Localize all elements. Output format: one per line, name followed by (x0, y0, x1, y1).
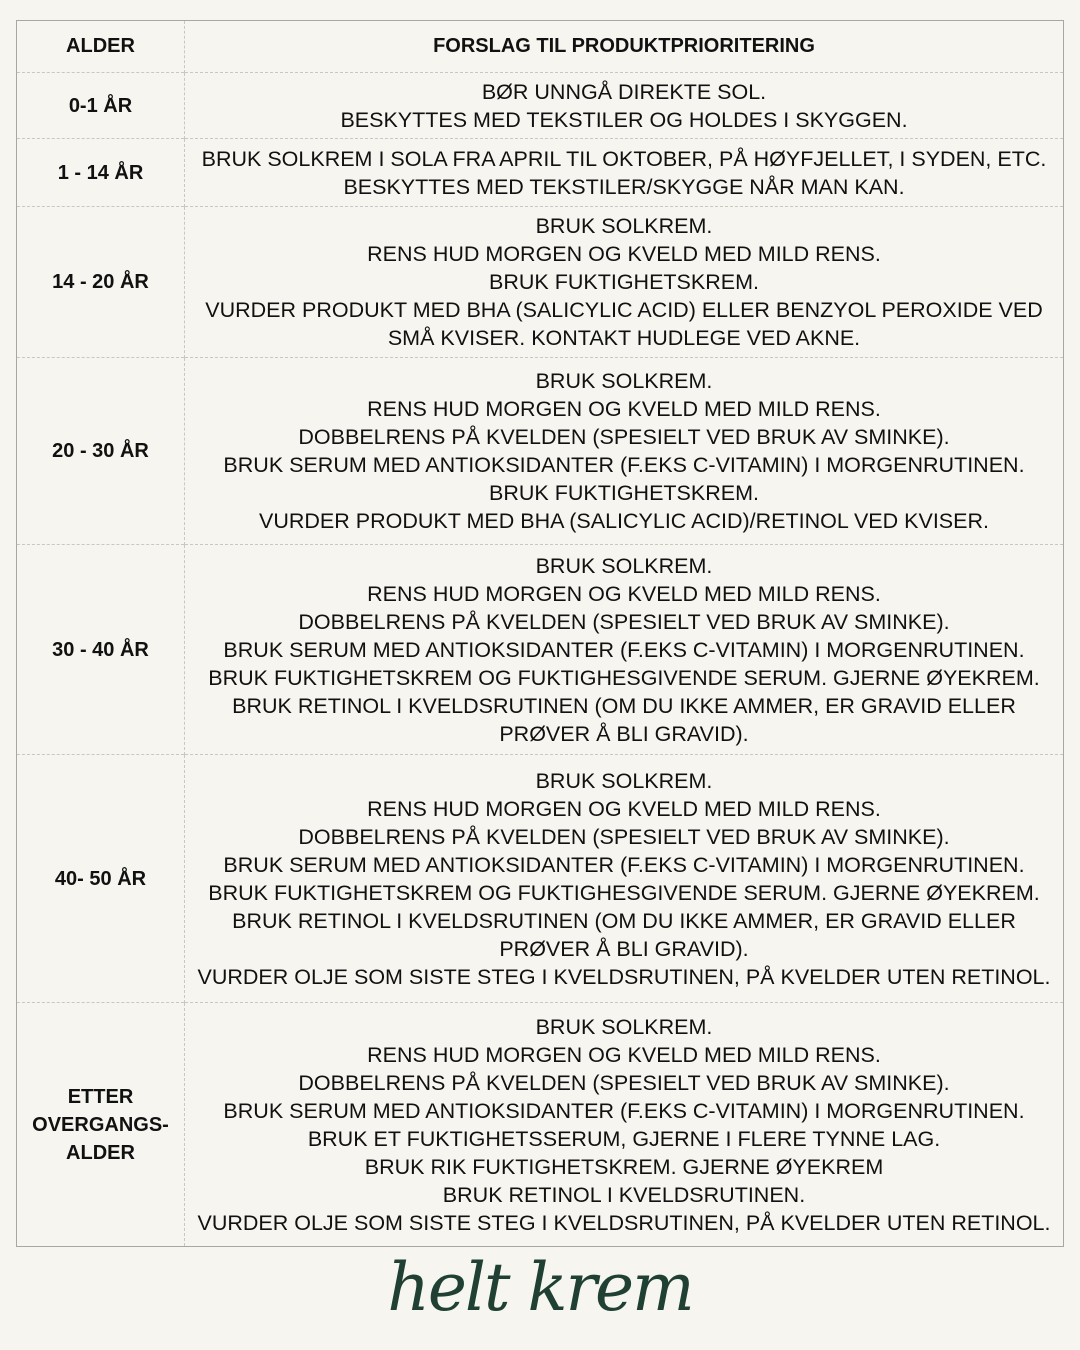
suggestion-cell (185, 755, 1064, 1003)
header-row (17, 21, 1064, 73)
table-row (17, 755, 1064, 1003)
suggestions-column-header: FORSLAG TIL PRODUKTPRIORITERING (433, 35, 815, 57)
suggestion-line: BESKYTTES MED TEKSTILER/SKYGGE NÅR MAN KAN. (343, 174, 905, 199)
table-row (17, 545, 1064, 755)
suggestion-line: VURDER OLJE SOM SISTE STEG I KVELDSRUTINEN, PÅ KVELDER UTEN RETINOL. (197, 964, 1051, 989)
suggestion-line: BRUK SERUM MED ANTIOKSIDANTER (F.EKS C-VITAMIN) I MORGENRUTINEN. (223, 453, 1025, 477)
suggestion-line: BRUK RETINOL I KVELDSRUTINEN (OM DU IKKE AMMER, ER GRAVID ELLER (232, 908, 1016, 933)
suggestion-line: DOBBELRENS PÅ KVELDEN (SPESIELT VED BRUK AV SMINKE). (298, 824, 950, 849)
age-cell (17, 207, 185, 358)
suggestion-line: RENS HUD MORGEN OG KVELD MED MILD RENS. (367, 1042, 881, 1067)
suggestion-line: BRUK FUKTIGHETSKREM. (489, 270, 759, 294)
suggestion-line: BRUK SOLKREM. (535, 369, 713, 393)
suggestion-line: SMÅ KVISER. KONTAKT HUDLEGE VED AKNE. (387, 326, 861, 350)
suggestion-line: RENS HUD MORGEN OG KVELD MED MILD RENS. (367, 242, 881, 266)
age-column-header: ALDER (17, 21, 185, 73)
suggestion-line: BRUK SOLKREM. (535, 553, 713, 578)
table-row (17, 358, 1064, 545)
suggestion-line: BRUK SOLKREM. (535, 1014, 713, 1039)
suggestion-line: VURDER OLJE SOM SISTE STEG I KVELDSRUTINEN, PÅ KVELDER UTEN RETINOL. (197, 1210, 1051, 1235)
suggestion-line: RENS HUD MORGEN OG KVELD MED MILD RENS. (367, 581, 881, 606)
suggestion-line: BRUK RIK FUKTIGHETSKREM. GJERNE ØYEKREM (364, 1154, 884, 1179)
age-label-line: ALDER (66, 1141, 135, 1164)
suggestion-cell (185, 139, 1064, 207)
age-label-line: 30 - 40 ÅR (52, 638, 149, 661)
suggestion-cell (185, 1003, 1064, 1247)
age-cell (17, 358, 185, 545)
age-label-line: OVERGANGS- (32, 1113, 169, 1136)
suggestion-cell (185, 358, 1064, 545)
table-row (17, 207, 1064, 358)
age-label-line: 40- 50 ÅR (54, 867, 147, 890)
age-label-line: 20 - 30 ÅR (52, 440, 149, 462)
age-cell (17, 755, 185, 1003)
suggestion-line: RENS HUD MORGEN OG KVELD MED MILD RENS. (367, 397, 881, 421)
suggestion-line: DOBBELRENS PÅ KVELDEN (SPESIELT VED BRUK AV SMINKE). (298, 609, 950, 634)
age-label-line: 0-1 ÅR (68, 94, 133, 117)
suggestion-line: BRUK SOLKREM. (535, 768, 713, 793)
suggestion-line: BRUK RETINOL I KVELDSRUTINEN (OM DU IKKE AMMER, ER GRAVID ELLER (232, 693, 1016, 718)
age-cell (17, 73, 185, 139)
suggestion-line: BRUK FUKTIGHETSKREM OG FUKTIGHESGIVENDE SERUM. GJERNE ØYEKREM. (208, 880, 1040, 905)
table-row (17, 139, 1064, 207)
suggestion-line: PRØVER Å BLI GRAVID). (499, 721, 749, 746)
suggestion-line: PRØVER Å BLI GRAVID). (499, 936, 749, 961)
suggestion-line: DOBBELRENS PÅ KVELDEN (SPESIELT VED BRUK AV SMINKE). (298, 1070, 950, 1095)
brand-logo-text: helt krem (387, 1254, 693, 1326)
suggestion-line: BRUK ET FUKTIGHETSSERUM, GJERNE I FLERE TYNNE LAG. (307, 1126, 941, 1151)
table-row (17, 1003, 1064, 1247)
suggestion-line: BØR UNNGÅ DIREKTE SOL. (481, 79, 767, 104)
suggestion-line: BRUK RETINOL I KVELDSRUTINEN. (442, 1182, 806, 1207)
age-label-line: ETTER (67, 1085, 134, 1108)
suggestion-line: BRUK FUKTIGHETSKREM. (489, 481, 759, 505)
suggestion-cell (185, 545, 1064, 755)
suggestion-cell (185, 73, 1064, 139)
age-cell (17, 545, 185, 755)
suggestion-line: BRUK SOLKREM I SOLA FRA APRIL TIL OKTOBER, PÅ HØYFJELLET, I SYDEN, ETC. (201, 146, 1047, 171)
age-label-line: 14 - 20 ÅR (52, 271, 149, 293)
suggestion-line: RENS HUD MORGEN OG KVELD MED MILD RENS. (367, 796, 881, 821)
age-label-line: 1 - 14 ÅR (57, 161, 144, 184)
helt-krem-logo (0, 1254, 1080, 1334)
recommendation-table (16, 20, 1064, 1247)
suggestion-cell (185, 207, 1064, 358)
table-row (17, 73, 1064, 139)
suggestion-line: BRUK FUKTIGHETSKREM OG FUKTIGHESGIVENDE SERUM. GJERNE ØYEKREM. (208, 665, 1040, 690)
suggestion-line: BRUK SOLKREM. (535, 214, 713, 238)
suggestion-line: BRUK SERUM MED ANTIOKSIDANTER (F.EKS C-VITAMIN) I MORGENRUTINEN. (223, 637, 1025, 662)
age-cell (17, 1003, 185, 1247)
suggestion-line: VURDER PRODUKT MED BHA (SALICYLIC ACID) ELLER BENZYOL PEROXIDE VED (205, 298, 1043, 322)
suggestion-line: VURDER PRODUKT MED BHA (SALICYLIC ACID)/RETINOL VED KVISER. (259, 509, 989, 533)
age-cell (17, 139, 185, 207)
suggestion-line: BRUK SERUM MED ANTIOKSIDANTER (F.EKS C-VITAMIN) I MORGENRUTINEN. (223, 1098, 1025, 1123)
suggestion-line: BESKYTTES MED TEKSTILER OG HOLDES I SKYGGEN. (340, 107, 908, 132)
suggestion-line: BRUK SERUM MED ANTIOKSIDANTER (F.EKS C-VITAMIN) I MORGENRUTINEN. (223, 852, 1025, 877)
suggestion-line: DOBBELRENS PÅ KVELDEN (SPESIELT VED BRUK AV SMINKE). (298, 425, 950, 449)
